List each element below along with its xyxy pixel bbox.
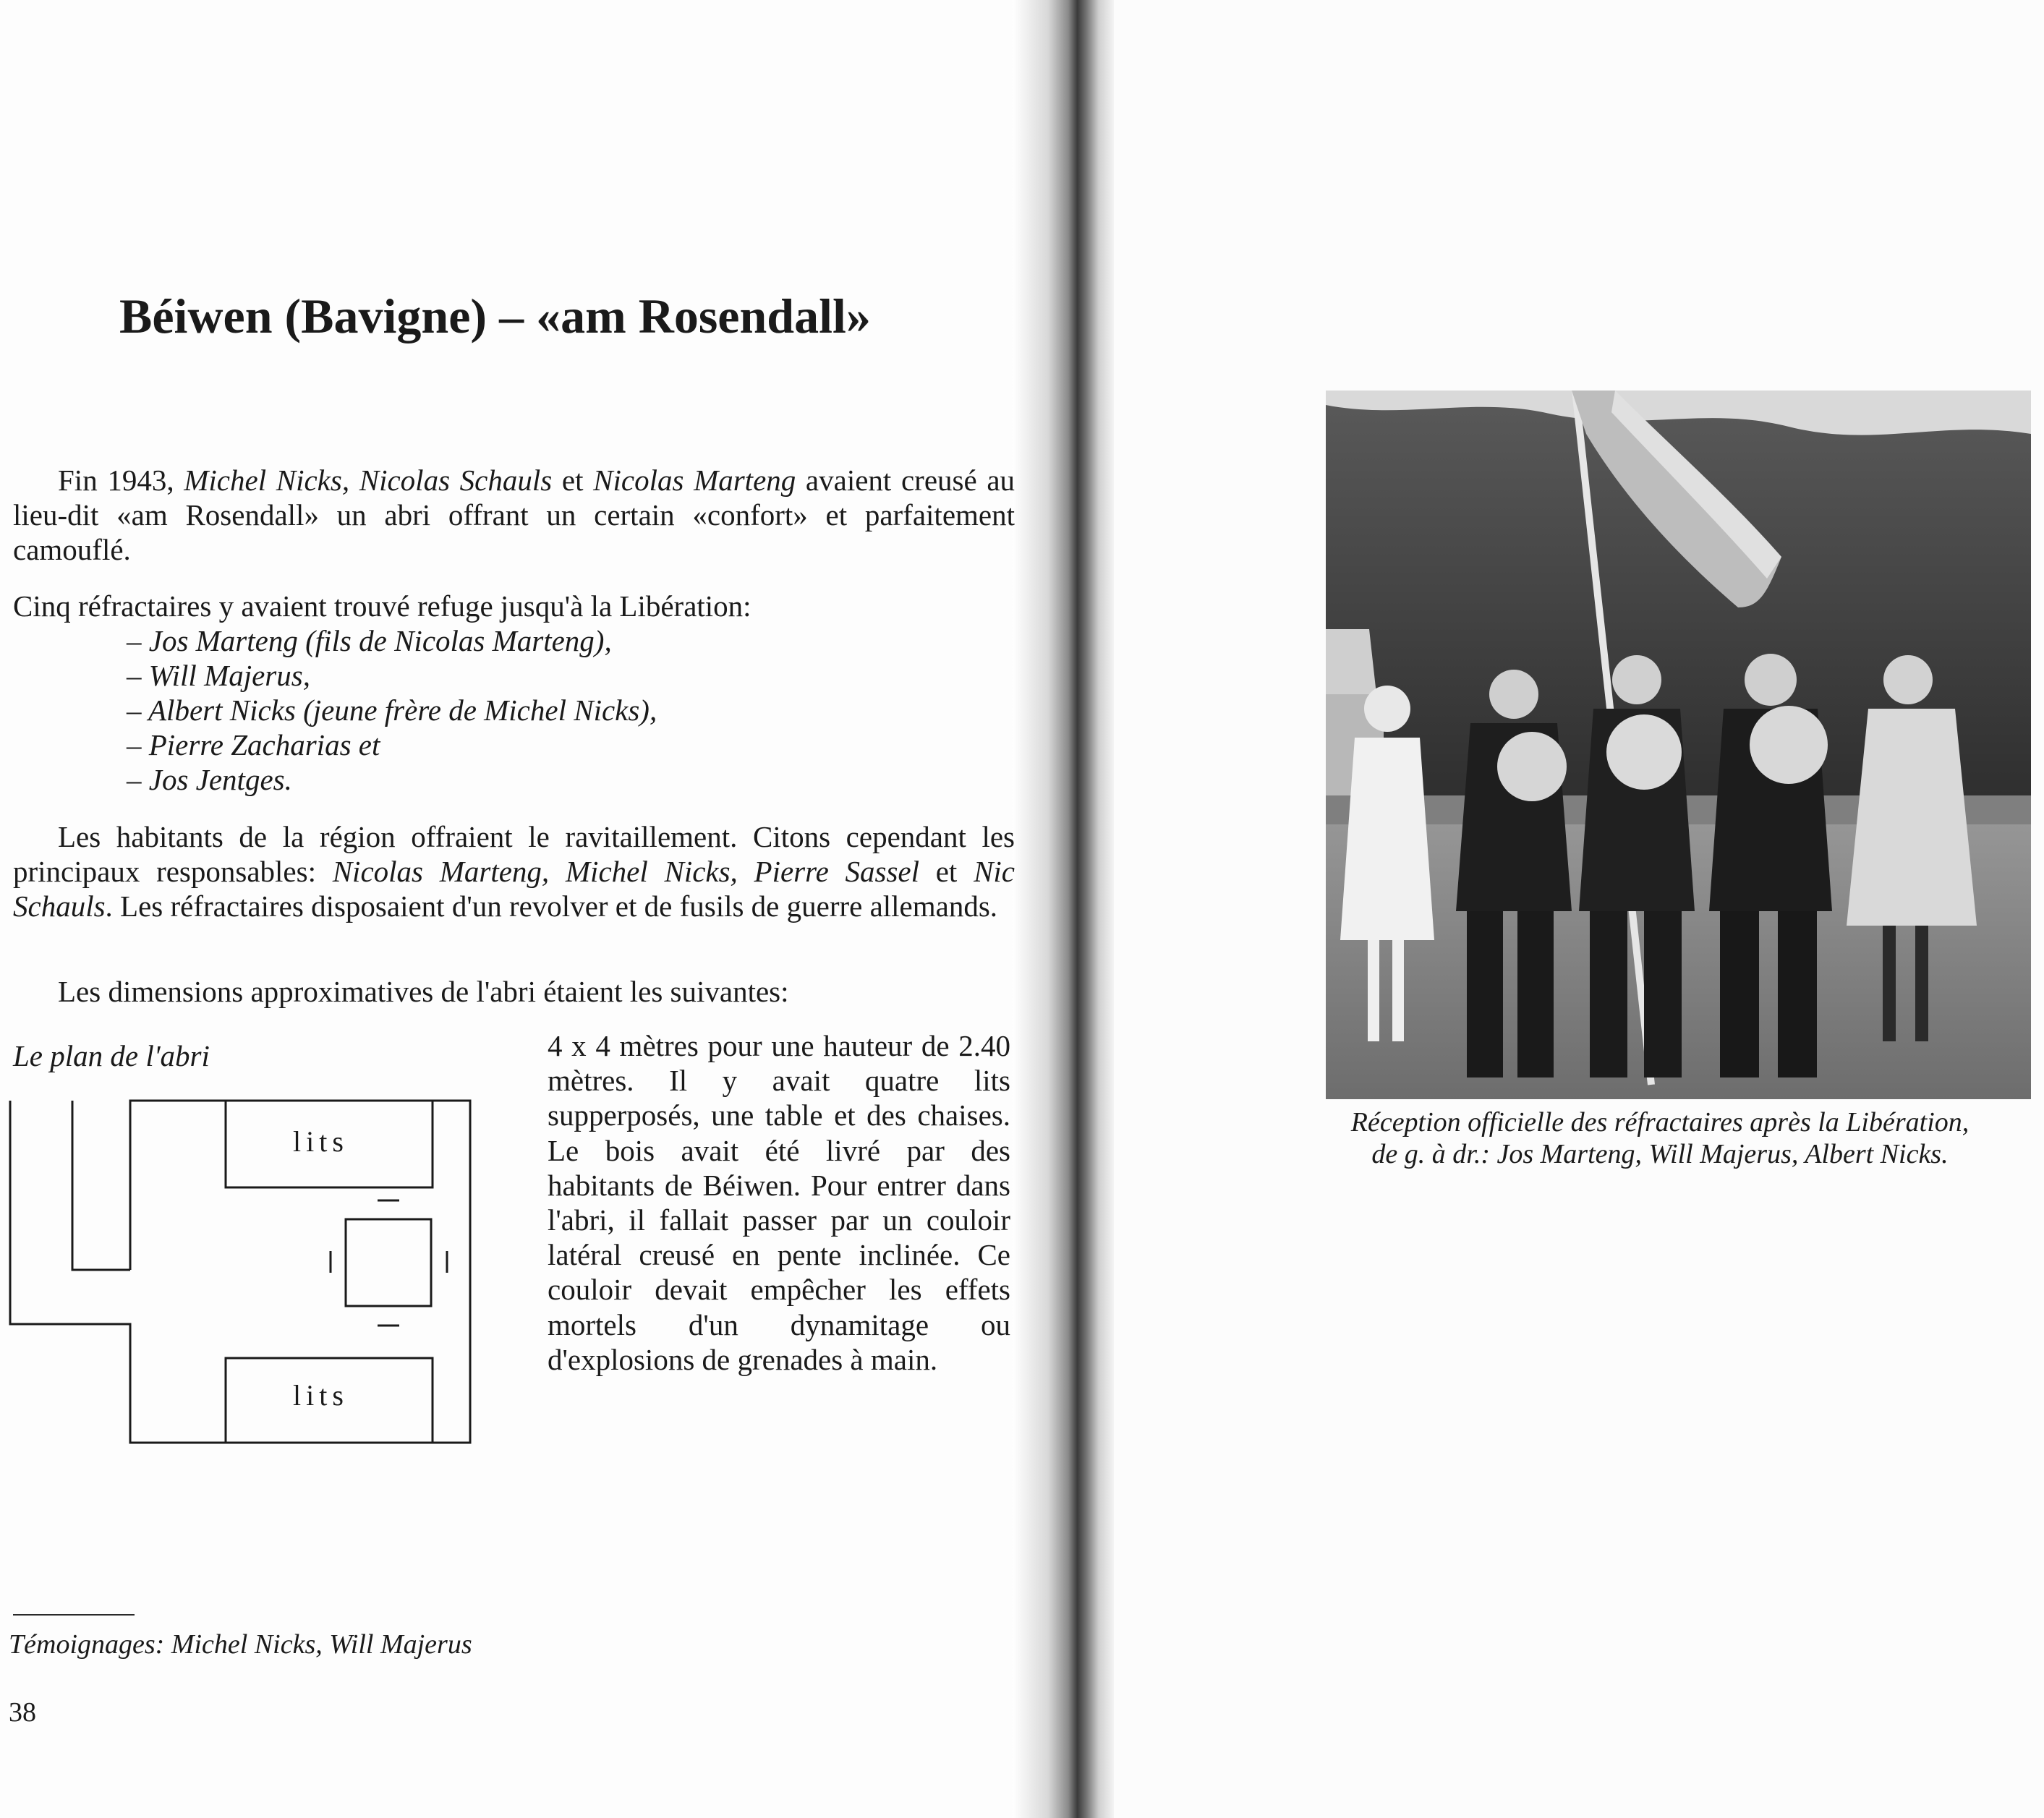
shelter-floor-plan [0, 1085, 492, 1461]
bed-top-label: lits [293, 1125, 349, 1158]
dimensions-intro: Les dimensions approximatives de l'abri étaient les suivantes: [58, 975, 789, 1008]
list-item: – Pierre Zacharias et [127, 728, 380, 761]
paragraph-intro [13, 463, 1015, 567]
page-number: 38 [9, 1697, 36, 1728]
text-run: Fin 1943, [58, 464, 184, 497]
paragraph-supplies [13, 819, 1015, 923]
list-item: – Jos Jentges. [127, 763, 292, 796]
names-run: Nicolas Marteng [593, 464, 796, 497]
text-run: Les habitants de la région offraient le ravitaillement. Citons cependant les principaux responsables: [13, 820, 1015, 888]
caption-line: de g. à dr.: Jos Marteng, Will Majerus, Albert Nicks. [1371, 1139, 1949, 1169]
table [346, 1219, 431, 1306]
text-run: avaient creusé au lieu-dit «am Rosendall» un abri offrant un certain «confort» et parfaitement camouflé. [13, 464, 1015, 566]
entry-corridor-wall [72, 1101, 130, 1270]
shelter-description-text: 4 x 4 mètres pour une hauteur de 2.40 mètres. Il y avait quatre lits supperposés, une table et des chaises. Le bois avait été livré par des habitants de Béiwen. Pour entrer dans l'abri, il fallait passer par un couloir latéral creusé en pente inclinée. Ce couloir devait empêcher les effets mortels d'un dynamitage ou d'explosions de grenades à main. [548, 1029, 1010, 1376]
book-gutter [1013, 0, 1114, 1818]
footnote-rule [13, 1614, 135, 1616]
outer-wall [10, 1101, 470, 1443]
reception-photo [1326, 391, 2031, 1099]
names-run: Nic Schauls [13, 855, 1015, 923]
list-item: – Albert Nicks (jeune frère de Michel Nicks), [127, 694, 657, 727]
paragraph-dimensions [13, 974, 1015, 1009]
refugee-list [127, 623, 657, 797]
text-run: et [552, 464, 594, 497]
paragraph-refugees [13, 589, 1015, 623]
list-item: – Jos Marteng (fils de Nicolas Marteng), [127, 624, 612, 657]
chapter-title: Béiwen (Bavigne) – «am Rosendall» [119, 289, 871, 343]
shelter-description [548, 1028, 1010, 1377]
footnote: Témoignages: Michel Nicks, Will Majerus [9, 1629, 472, 1660]
text-run: . Les réfractaires disposaient d'un revolver et de fusils de guerre allemands. [105, 889, 998, 923]
plan-label: Le plan de l'abri [13, 1039, 210, 1072]
list-item: – Will Majerus, [127, 659, 310, 692]
names-run: Michel Nicks, Nicolas Schauls [184, 464, 553, 497]
bed-bottom-label: lits [293, 1379, 349, 1412]
text-run: et [919, 855, 974, 888]
names-run: Nicolas Marteng, Michel Nicks, Pierre Sassel [332, 855, 919, 888]
refugees-intro: Cinq réfractaires y avaient trouvé refuge jusqu'à la Libération: [13, 589, 751, 623]
caption-line: Réception officielle des réfractaires après la Libération, [1350, 1107, 1970, 1138]
photo-caption [1287, 1106, 2032, 1170]
